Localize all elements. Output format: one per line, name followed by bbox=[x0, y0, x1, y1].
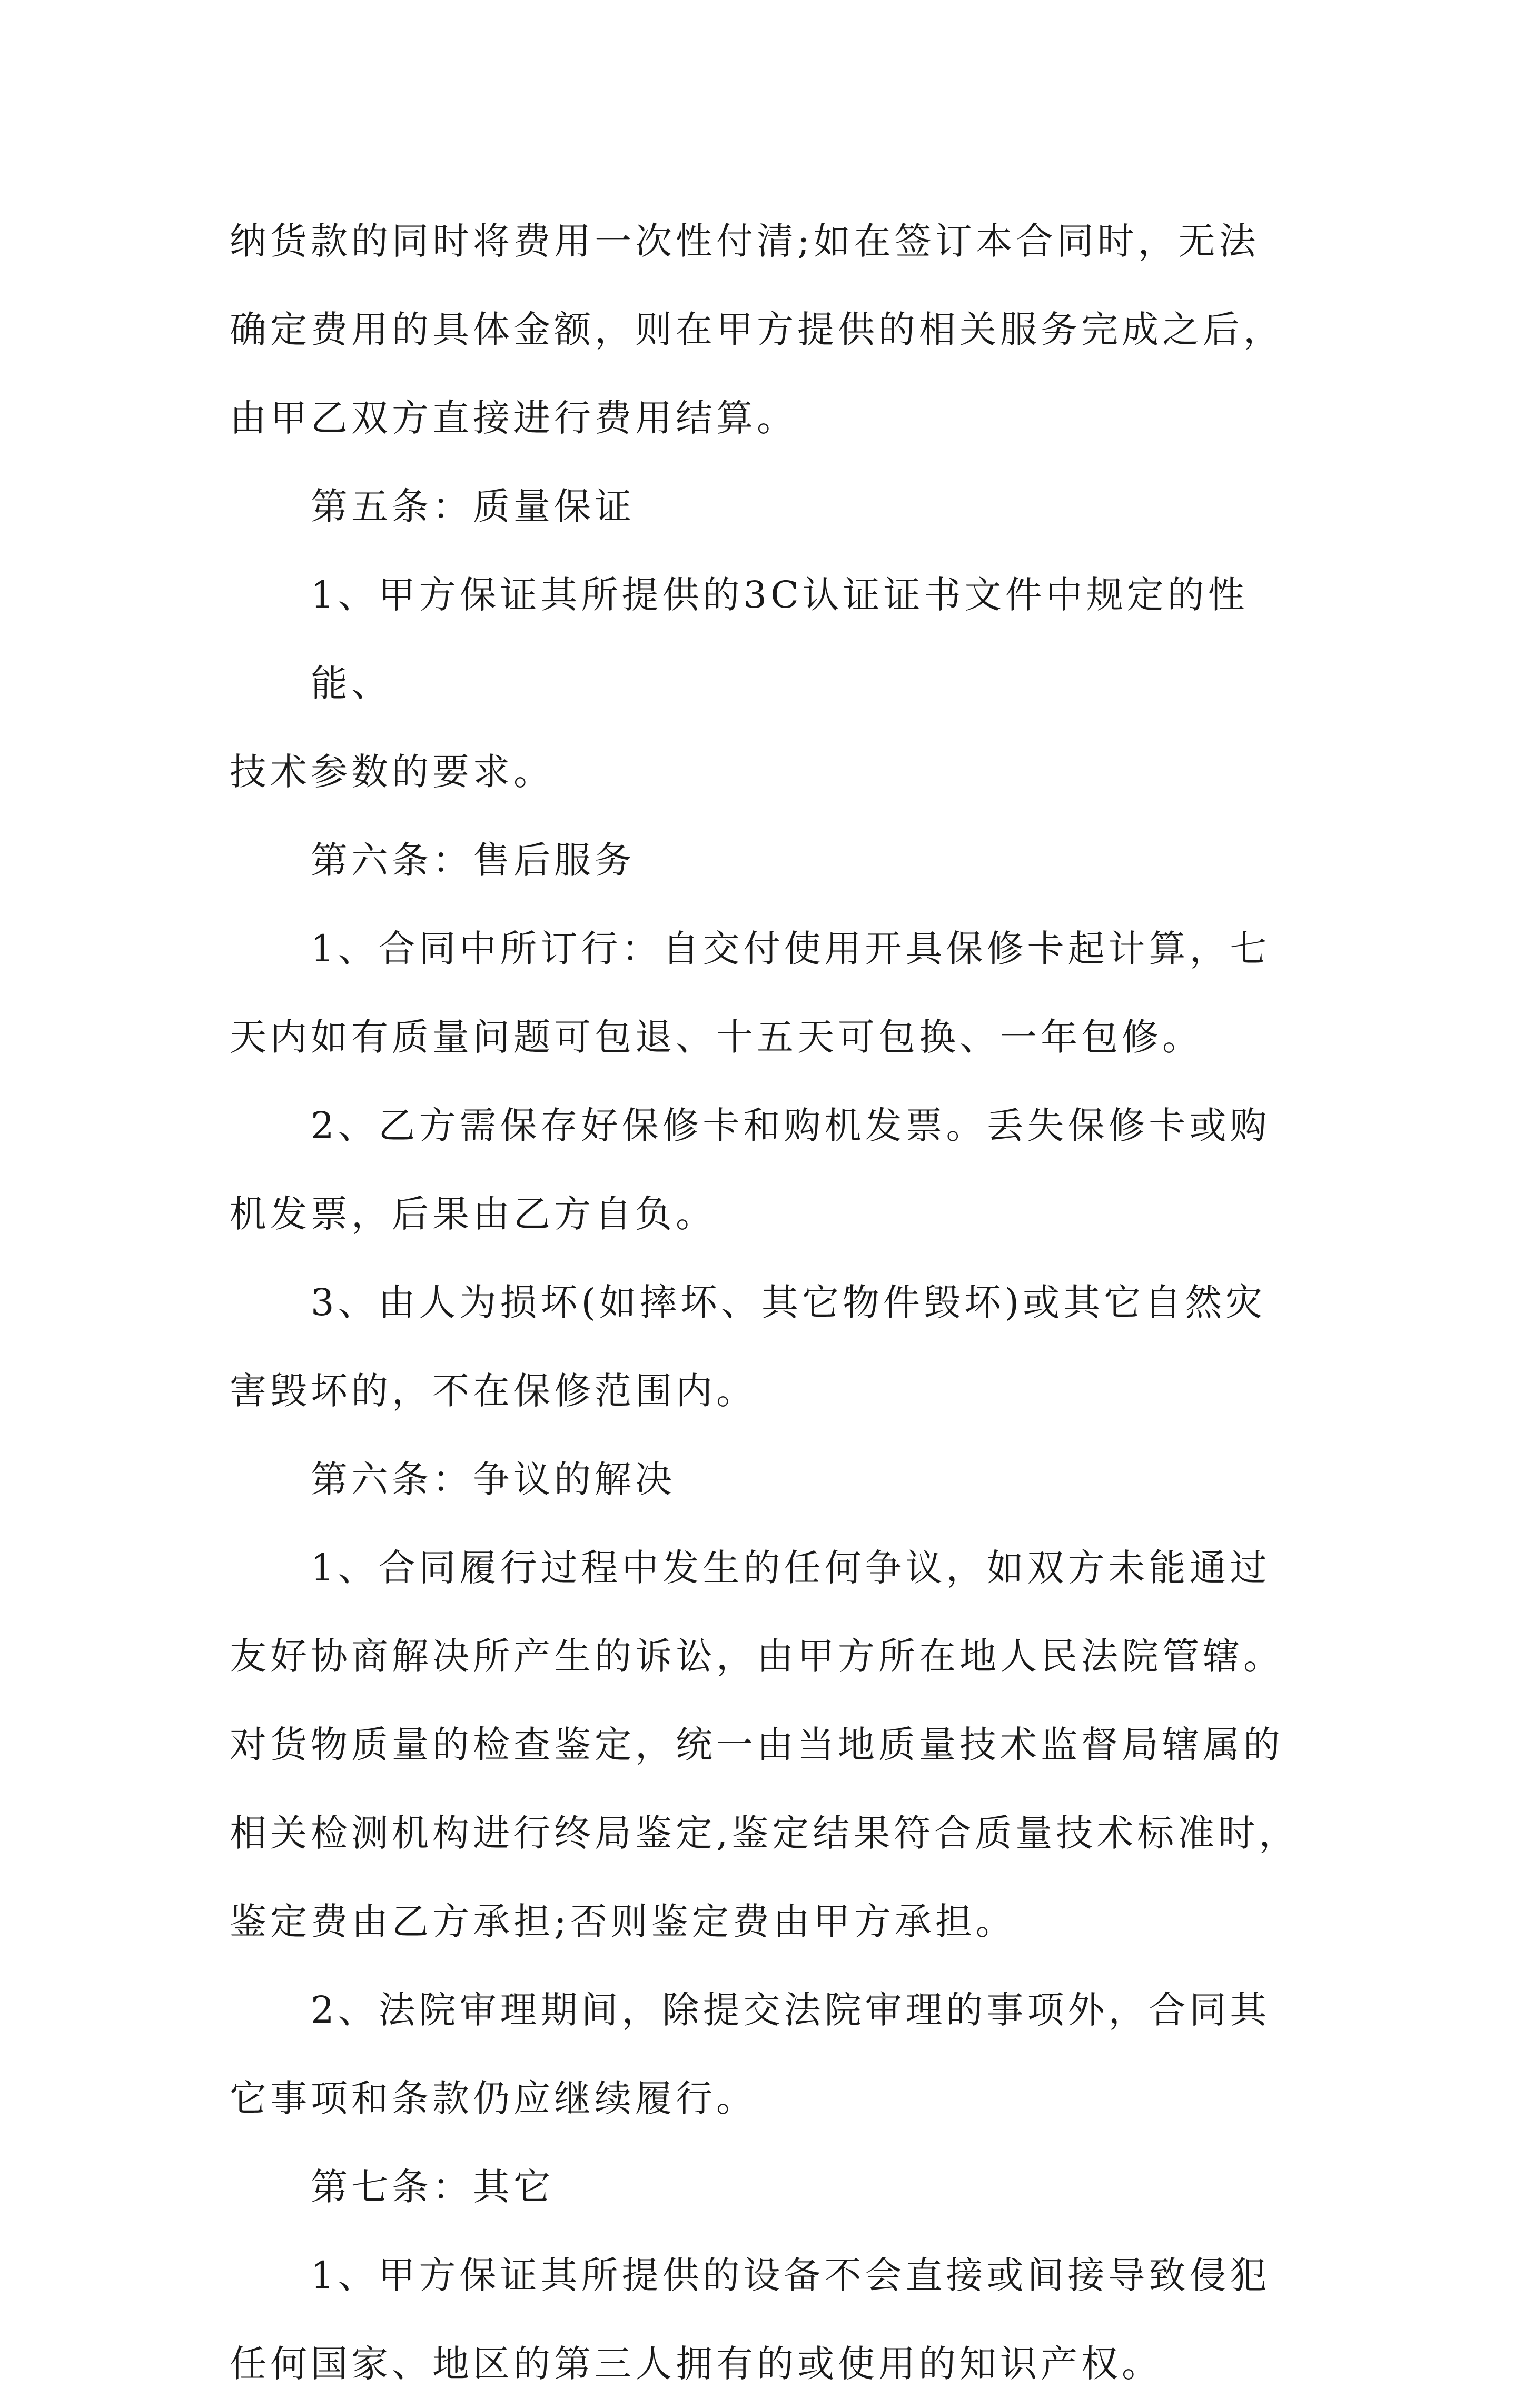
text-line: 1、合同履行过程中发生的任何争议，如双方未能通过 bbox=[311, 1546, 1271, 1589]
text-line: 对货物质量的检查鉴定，统一由当地质量技术监督局辖属的 bbox=[230, 1723, 1284, 1766]
text-line: 由甲乙双方直接进行费用结算。 bbox=[230, 396, 797, 440]
text-line: 鉴定费由乙方承担;否则鉴定费由甲方承担。 bbox=[230, 1900, 1016, 1943]
text-line: 相关检测机构进行终局鉴定,鉴定结果符合质量技术标准时， bbox=[230, 1812, 1300, 1855]
section-heading-quality: 第五条：质量保证 bbox=[311, 485, 635, 528]
section-heading-dispute: 第六条：争议的解决 bbox=[311, 1458, 676, 1501]
text-line: 机发票，后果由乙方自负。 bbox=[230, 1192, 716, 1236]
text-line: 2、乙方需保存好保修卡和购机发票。丢失保修卡或购 bbox=[311, 1104, 1271, 1147]
text-line: 3、由人为损坏(如摔坏、其它物件毁坏)或其它自然灾 bbox=[311, 1281, 1266, 1324]
text-line: 1、甲方保证其所提供的设备不会直接或间接导致侵犯 bbox=[311, 2254, 1271, 2297]
text-line: 2、法院审理期间，除提交法院审理的事项外，合同其 bbox=[311, 1988, 1271, 2032]
text-line: 任何国家、地区的第三人拥有的或使用的知识产权。 bbox=[230, 2342, 1162, 2385]
text-line: 1、甲方保证其所提供的3C认证证书文件中规定的性能、 bbox=[311, 573, 1249, 705]
text-line: 天内如有质量问题可包退、十五天可包换、一年包修。 bbox=[230, 1016, 1203, 1059]
text-line: 纳货款的同时将费用一次性付清;如在签订本合同时，无法 bbox=[230, 220, 1260, 263]
section-heading-other: 第七条：其它 bbox=[311, 2165, 554, 2208]
text-line: 技术参数的要求。 bbox=[230, 750, 554, 793]
text-line: 友好协商解决所产生的诉讼，由甲方所在地人民法院管辖。 bbox=[230, 1635, 1284, 1678]
text-line: 确定费用的具体金额，则在甲方提供的相关服务完成之后， bbox=[230, 308, 1284, 351]
contract-body-text bbox=[230, 197, 1301, 2408]
text-line: 1、合同中所订行：自交付使用开具保修卡起计算，七 bbox=[311, 927, 1271, 970]
text-line: 它事项和条款仍应继续履行。 bbox=[230, 2077, 757, 2120]
text-line: 害毁坏的，不在保修范围内。 bbox=[230, 1369, 757, 1412]
section-heading-after-sales: 第六条：售后服务 bbox=[311, 839, 635, 882]
